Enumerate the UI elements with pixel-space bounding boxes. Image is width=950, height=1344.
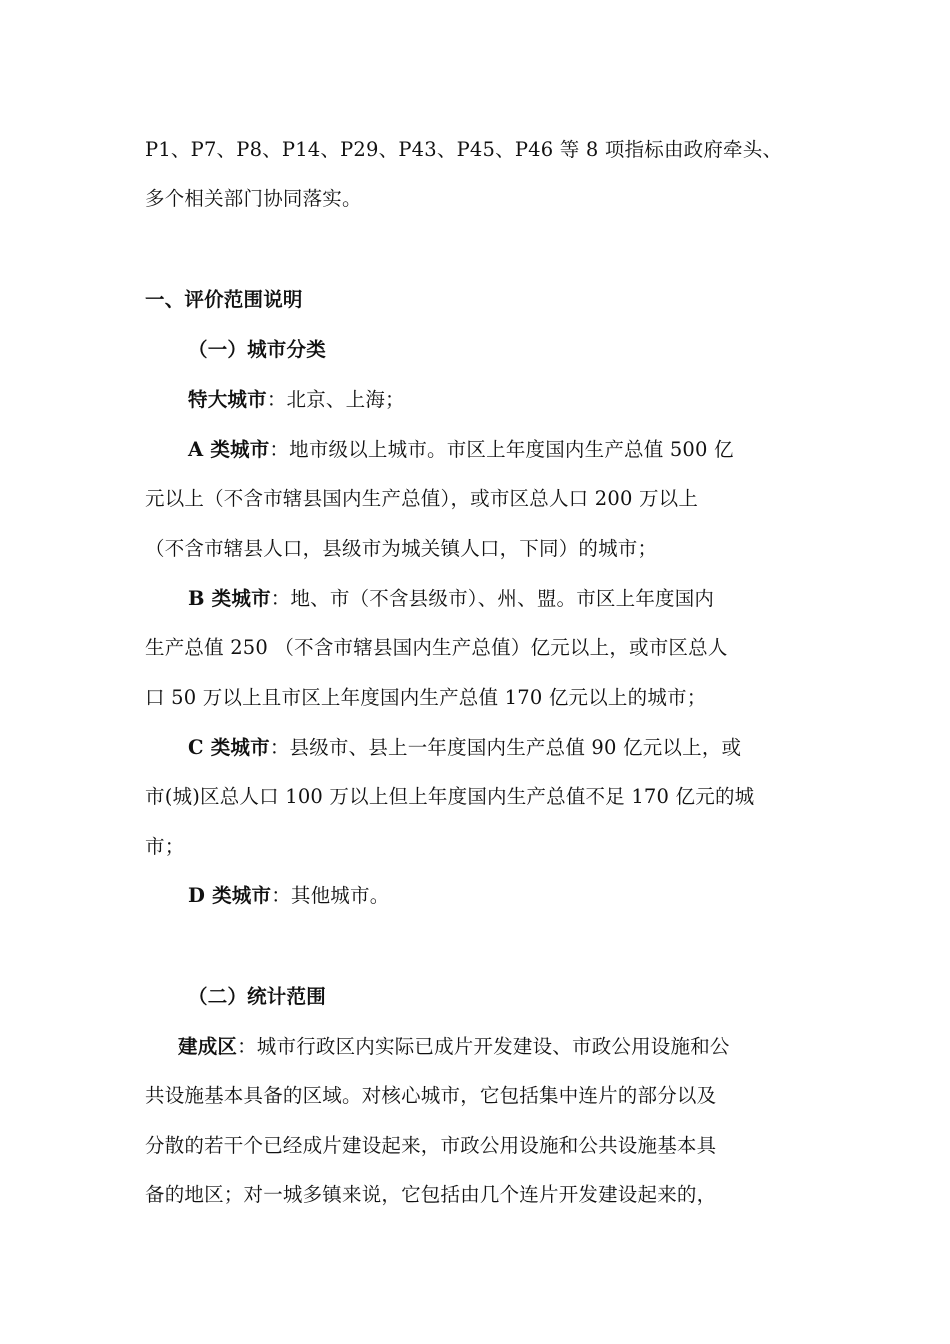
class-c-label: C 类城市	[188, 736, 270, 759]
class-a-line-3: （不含市辖县人口，县级市为城关镇人口，下同）的城市；	[145, 537, 658, 560]
built-area-text-1: ：城市行政区内实际已成片开发建设、市政公用设施和公	[237, 1035, 730, 1058]
class-a-text-1: ：地市级以上城市。市区上年度国内生产总值 500 亿	[269, 438, 734, 461]
class-d-text: ：其他城市。	[271, 884, 390, 907]
class-b-label: B 类城市	[188, 587, 271, 610]
built-area-line-4: 备的地区；对一城多镇来说，它包括由几个连片开发建设起来的，	[145, 1183, 717, 1206]
built-area-label: 建成区	[178, 1035, 238, 1058]
class-c-line-2: 市(城)区总人口 100 万以上但上年度国内生产总值不足 170 亿元的城	[145, 785, 755, 808]
intro-line-2: 多个相关部门协同落实。	[145, 187, 362, 210]
class-b-line-1	[188, 585, 810, 613]
section-heading: 一、评价范围说明	[145, 288, 303, 311]
built-area-line-1	[178, 1033, 810, 1061]
mega-city-label: 特大城市	[188, 388, 267, 411]
built-area-line-2: 共设施基本具备的区域。对核心城市，它包括集中连片的部分以及	[145, 1084, 717, 1107]
class-a-label: A 类城市	[188, 438, 270, 461]
class-a-line-1	[188, 436, 810, 464]
class-b-line-2: 生产总值 250 （不含市辖县国内生产总值）亿元以上，或市区总人	[145, 636, 728, 659]
class-b-line-3: 口 50 万以上且市区上年度国内生产总值 170 亿元以上的城市；	[145, 686, 707, 709]
mega-city-paragraph	[188, 386, 810, 414]
class-c-line-3: 市；	[145, 835, 185, 858]
intro-line-1: P1、P7、P8、P14、P29、P43、P45、P46 等 8 项指标由政府牵头、	[145, 138, 783, 161]
class-a-line-2: 元以上（不含市辖县国内生产总值），或市区总人口 200 万以上	[145, 487, 699, 510]
class-c-line-1	[188, 734, 810, 762]
class-b-text-1: ：地、市（不含县级市）、州、盟。市区上年度国内	[270, 587, 715, 610]
class-c-text-1: ：县级市、县上一年度国内生产总值 90 亿元以上，或	[269, 736, 742, 759]
class-d-paragraph	[188, 882, 810, 910]
subsection-heading-city-classification: （一）城市分类	[188, 338, 326, 361]
class-d-label: D 类城市	[188, 884, 272, 907]
built-area-line-3: 分散的若干个已经成片建设起来，市政公用设施和公共设施基本具	[145, 1134, 717, 1157]
subsection-heading-statistical-scope: （二）统计范围	[188, 985, 326, 1008]
mega-city-text: ：北京、上海；	[266, 388, 405, 411]
